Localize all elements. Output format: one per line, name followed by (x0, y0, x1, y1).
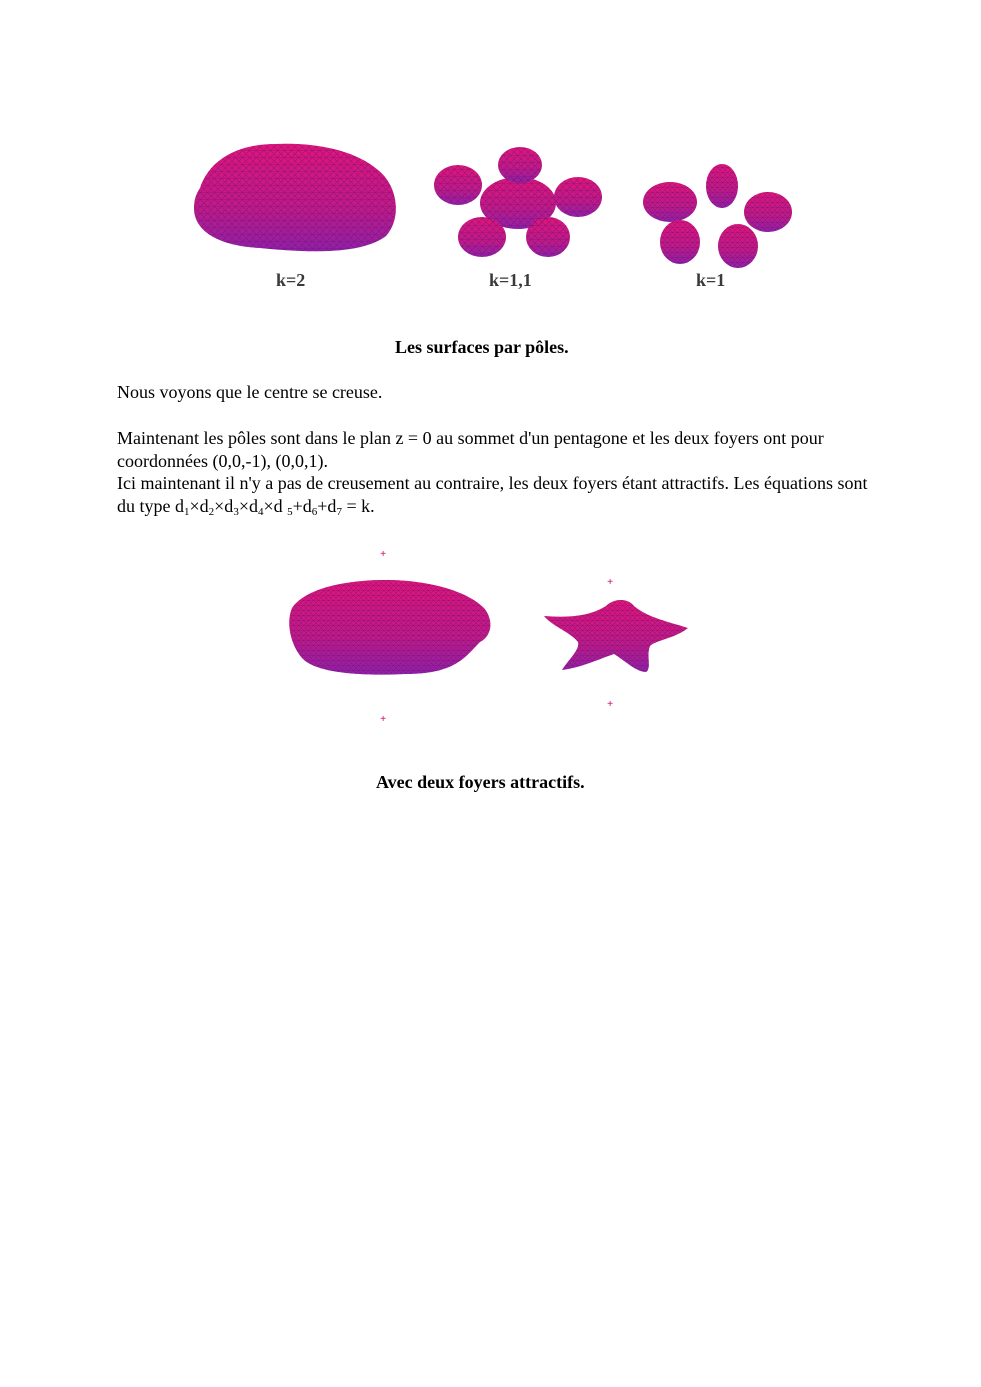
sub-6: 6 (311, 506, 318, 518)
p3-x4: ×d (263, 496, 288, 516)
surface-attractive-star (540, 598, 690, 674)
label-k1-1: k=1,1 (489, 270, 532, 290)
p3-text: Ici maintenant il n'y a pas de creusement au contraire, les deux foyers étant attractifs. Les équations sont du type d (117, 473, 868, 516)
figure2-caption: Avec deux foyers attractifs. (376, 772, 585, 792)
sub-4: 4 (257, 506, 264, 518)
focus-marker-right-top: + (607, 576, 614, 588)
focus-marker-right-bottom: + (607, 698, 614, 710)
sub-2: 2 (208, 506, 215, 518)
surface-attractive-large (286, 578, 494, 678)
figure1-caption: Les surfaces par pôles. (395, 337, 569, 357)
sub-1: 1 (184, 506, 190, 518)
surface-k2 (190, 140, 402, 265)
focus-marker-left-top: + (380, 548, 387, 560)
sub-3: 3 (233, 506, 239, 518)
p3-x5: +d (292, 496, 312, 516)
sub-5: 5 (287, 506, 293, 518)
focus-marker-left-bottom: + (380, 713, 387, 725)
p3-x2: ×d (214, 496, 234, 516)
p3-end: = k. (341, 496, 375, 516)
p3-x3: ×d (238, 496, 258, 516)
surface-k1-1 (430, 145, 605, 263)
p3-x1: ×d (189, 496, 209, 516)
paragraph-3 (117, 472, 877, 518)
surface-k1 (640, 160, 795, 272)
paragraph-1: Nous voyons que le centre se creuse. (117, 382, 383, 402)
label-k2: k=2 (276, 270, 306, 290)
sub-7: 7 (336, 506, 342, 518)
label-k1: k=1 (696, 270, 726, 290)
p3-x6: +d (317, 496, 337, 516)
paragraph-2: Maintenant les pôles sont dans le plan z = 0 au sommet d'un pentagone et les deux foyers ont pour coordonnées (0,0,-1), (0,0,1). (117, 428, 824, 471)
